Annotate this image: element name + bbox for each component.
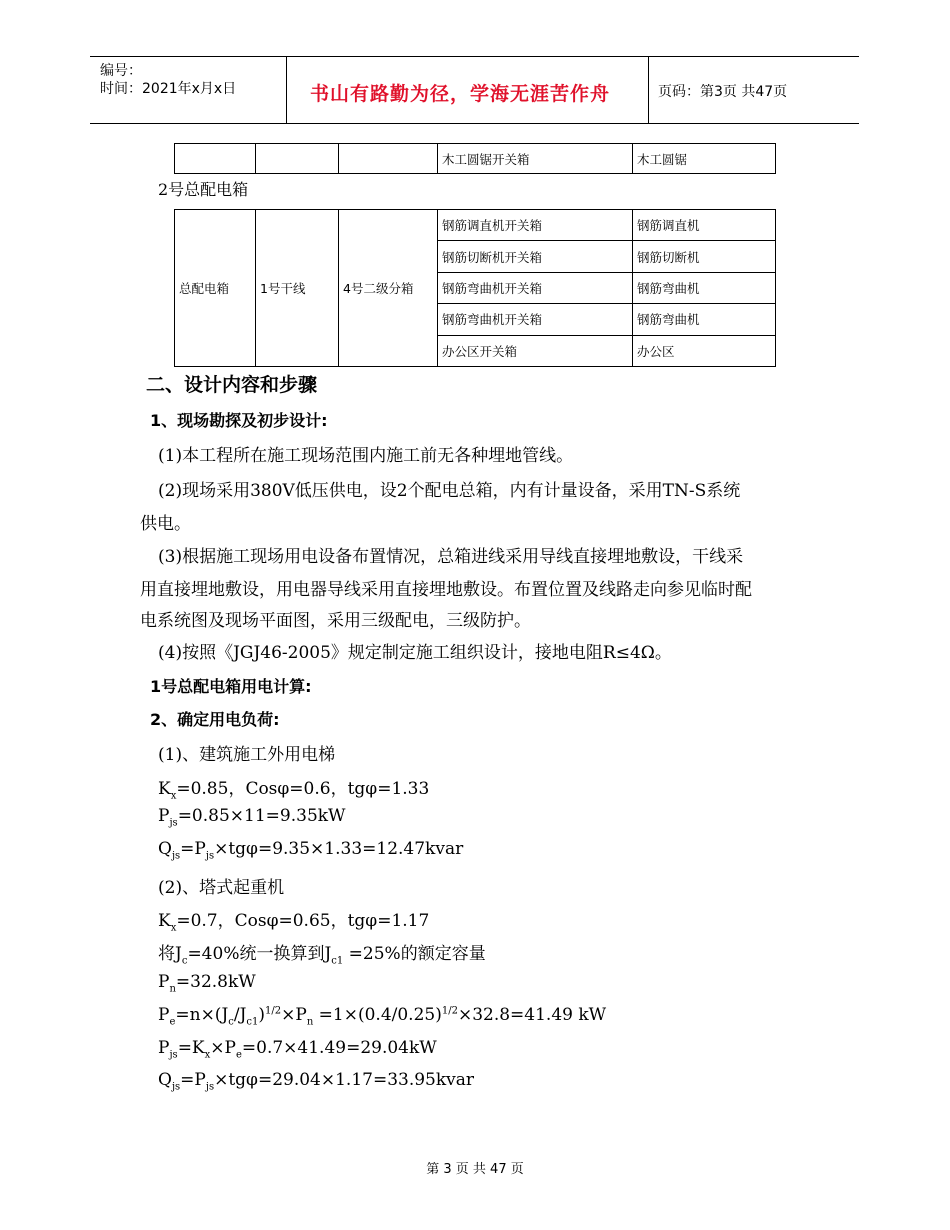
table-cell: 钢筋切断机开关箱 <box>438 241 633 272</box>
table-cell: 办公区 <box>633 335 776 366</box>
paragraph: (1)本工程所在施工现场范围内施工前无各种埋地管线。 <box>158 446 574 466</box>
table-cell: 木工圆锯 <box>633 144 776 174</box>
table-cell: 钢筋调直机开关箱 <box>438 210 633 241</box>
formula-line: $P_{js}=K_x\times P_e=0.7\times 41.49=29.04kW$ <box>158 1038 437 1061</box>
paragraph: (4)按照《JGJ46-2005》规定制定施工组织设计，接地电阻R≤4Ω。 <box>158 643 672 663</box>
table-row <box>175 144 776 174</box>
formula-line: $P_{js}=0.85\times 11=9.35kW$ <box>158 806 346 829</box>
table-cell: 钢筋弯曲机 <box>633 272 776 303</box>
header-page-label: 页码：第3页 共47页 <box>658 84 788 100</box>
subsection-title: 1、现场勘探及初步设计: <box>150 411 328 430</box>
subsection-title: 2、确定用电负荷: <box>150 710 280 729</box>
formula-line: $Q_{js}=P_{js}\times tg\varphi=9.35\times 1.33=12.47kvar$ <box>158 839 464 862</box>
table-cell: 木工圆锯开关箱 <box>438 144 633 174</box>
paragraph: (2)现场采用380V低压供电，设2个配电总箱，内有计量设备，采用TN-S系统 <box>158 481 741 501</box>
formula-line: 将$J_c=40\%$统一换算到$J_{c1} =25\%$的额定容量 <box>158 944 486 967</box>
table-cell <box>339 144 438 174</box>
doc-time-label: 时间：2021年x月x日 <box>100 81 237 97</box>
table-cell: 钢筋切断机 <box>633 241 776 272</box>
table-cell: 1号干线 <box>256 210 339 367</box>
table-cell <box>175 144 256 174</box>
page-footer: 第 3 页 共 47 页 <box>426 1162 524 1177</box>
table-cell: 办公区开关箱 <box>438 335 633 366</box>
formula-line: $K_x=0.7$，Cosφ=0.65，tgφ=1.17 <box>158 911 430 934</box>
item-heading: (1)、建筑施工外用电梯 <box>158 745 336 765</box>
header-divider <box>286 57 287 123</box>
formula-line: $Q_{js}=P_{js}\times tg\varphi=29.04\times 1.17=33.95kvar$ <box>158 1070 475 1093</box>
table-cell <box>256 144 339 174</box>
formula-line: $K_x=0.85$，Cosφ=0.6，tgφ=1.33 <box>158 779 430 802</box>
distribution-table-1 <box>174 143 776 174</box>
paragraph: (3)根据施工现场用电设备布置情况，总箱进线采用导线直接埋地敷设，干线采 <box>158 547 744 567</box>
table-cell: 钢筋弯曲机开关箱 <box>438 272 633 303</box>
box2-title: 2号总配电箱 <box>158 180 249 199</box>
table-cell: 4号二级分箱 <box>339 210 438 367</box>
header-divider <box>648 57 649 123</box>
item-heading: (2)、塔式起重机 <box>158 878 285 898</box>
table-cell: 总配电箱 <box>175 210 256 367</box>
page-header <box>90 56 859 124</box>
table-cell: 钢筋弯曲机 <box>633 304 776 335</box>
calc-title: 1号总配电箱用电计算: <box>150 677 312 696</box>
table-cell: 钢筋弯曲机开关箱 <box>438 304 633 335</box>
formula-line: $P_n=32.8kW$ <box>158 972 256 995</box>
paragraph: 电系统图及现场平面图，采用三级配电，三级防护。 <box>140 611 531 631</box>
doc-number-label: 编号： <box>100 63 142 79</box>
section-title: 二、设计内容和步骤 <box>146 374 318 396</box>
formula-line: $P_e=n\times(J_c/J_{c1})^{1/2}\times P_n =1\times(0.4/0.25)^{1/2}\times 32.8=41.49$ kW <box>158 1005 607 1028</box>
table-cell: 钢筋调直机 <box>633 210 776 241</box>
table-row <box>175 210 776 241</box>
paragraph: 供电。 <box>140 514 191 534</box>
header-motto: 书山有路勤为径，学海无涯苦作舟 <box>310 83 611 105</box>
distribution-table-2 <box>174 209 776 367</box>
paragraph: 用直接埋地敷设，用电器导线采用直接埋地敷设。布置位置及线路走向参见临时配 <box>140 580 752 600</box>
